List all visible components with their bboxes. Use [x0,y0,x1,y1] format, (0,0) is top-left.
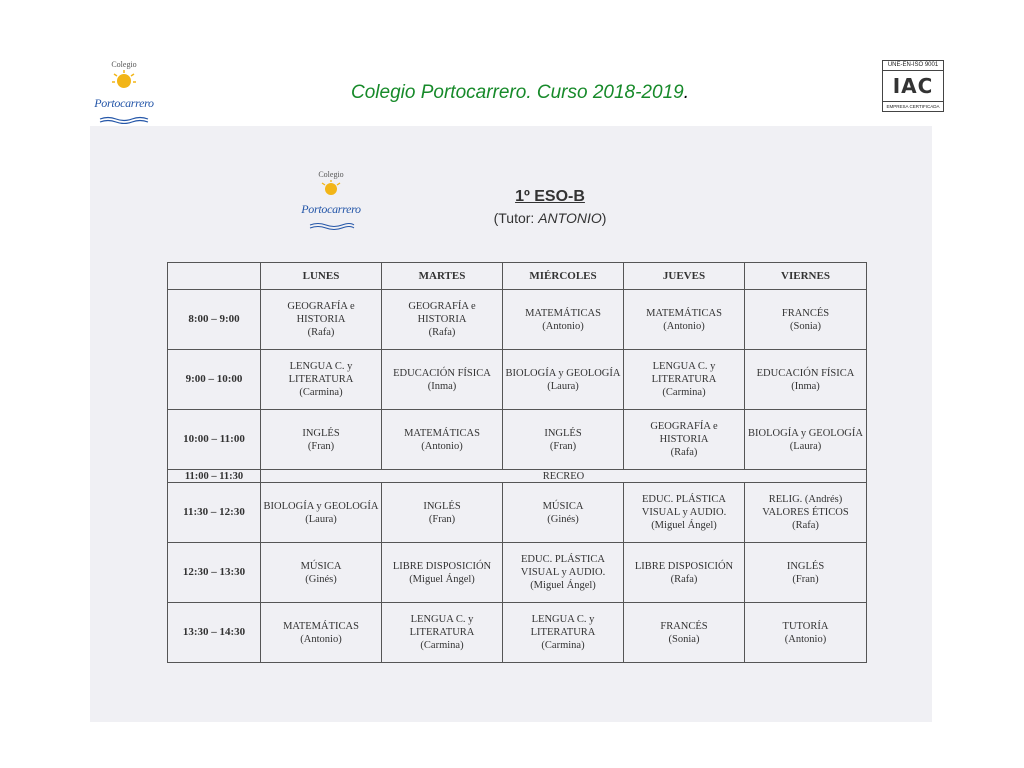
logo-word-portocarrero: Portocarrero [94,96,154,110]
doc-waves-icon [296,222,366,230]
teacher-name: (Laura) [789,440,822,452]
class-cell [624,410,745,470]
class-cell [745,290,867,350]
subject-name: FRANCÉS [660,620,708,632]
tutor-prefix: (Tutor: [493,210,539,226]
teacher-name: (Carmina) [541,640,585,651]
time-slot: 9:00 – 10:00 [168,350,261,410]
cert-caption: EMPRESA CERTIFICADA [883,101,943,111]
subject-name: EDUC. PLÁSTICA VISUAL y AUDIO. [520,554,606,578]
school-logo [92,60,156,118]
teacher-name: (Miguel Ángel) [651,520,717,531]
table-row [168,603,867,663]
teacher-name: (Rafa) [428,327,456,338]
class-cell [503,350,624,410]
class-cell [261,410,382,470]
class-cell [503,603,624,663]
time-slot: 11:30 – 12:30 [168,483,261,543]
subject-name: INGLÉS [302,427,340,439]
table-row [168,483,867,543]
subject-name: FRANCÉS [781,307,830,319]
teacher-name: (Antonio) [663,320,705,332]
day-header: JUEVES [624,263,745,290]
teacher-name: (Ginés) [547,513,579,525]
subject-name: MATEMÁTICAS [404,427,480,439]
table-row [168,290,867,350]
class-cell [382,543,503,603]
class-cell [624,483,745,543]
tutor-name: ANTONIO [538,210,602,226]
subject-name: GEOGRAFÍA e HISTORIA [650,421,718,445]
class-cell [261,483,382,543]
subject-name: RELIG. (Andrés) VALORES ÉTICOS [762,494,849,518]
teacher-name: (Rafa) [307,327,335,338]
subject-name: TUTORÍA [782,620,829,632]
teacher-name: (Inma) [791,380,820,392]
class-cell [503,410,624,470]
subject-name: LENGUA C. y LITERATURA [288,361,354,385]
subject-name: LIBRE DISPOSICIÓN [392,560,492,572]
doc-logo-word-portocarrero: Portocarrero [301,202,361,216]
subject-name: INGLÉS [423,500,461,512]
class-cell [745,543,867,603]
subject-name: INGLÉS [544,427,582,439]
teacher-name: (Fran) [549,440,577,452]
teacher-name: (Fran) [428,513,456,525]
class-cell [624,543,745,603]
time-slot: 13:30 – 14:30 [168,603,261,663]
time-slot: 10:00 – 11:00 [168,410,261,470]
teacher-name: (Antonio) [784,633,827,645]
class-cell [503,543,624,603]
class-cell [382,410,503,470]
table-row [168,410,867,470]
class-cell [261,603,382,663]
day-header: VIERNES [745,263,867,290]
timetable [167,262,867,663]
class-cell [745,603,867,663]
subject-name: INGLÉS [786,560,825,572]
class-cell [503,290,624,350]
subject-name: EDUC. PLÁSTICA VISUAL y AUDIO. [641,494,727,518]
teacher-name: (Rafa) [670,573,698,585]
subject-name: LENGUA C. y LITERATURA [530,614,596,638]
sun-icon [92,69,156,91]
doc-logo-word-colegio: Colegio [318,170,344,179]
day-header: MARTES [382,263,503,290]
logo-word-colegio: Colegio [111,60,137,69]
teacher-name: (Sonia) [790,320,821,332]
teacher-name: (Fran) [792,573,819,585]
class-cell [261,290,382,350]
subject-name: MATEMÁTICAS [283,620,359,632]
teacher-name: (Sonia) [668,633,700,645]
teacher-name: (Ginés) [305,573,337,585]
subject-name: GEOGRAFÍA e HISTORIA [408,301,476,325]
class-cell [503,483,624,543]
teacher-name: (Carmina) [299,387,343,398]
subject-name: MATEMÁTICAS [525,307,601,319]
page-title-period: . [683,82,689,103]
subject-name: GEOGRAFÍA e HISTORIA [287,301,355,325]
group-title: 1º ESO-B [515,188,585,205]
subject-name: BIOLOGÍA y GEOLOGÍA [505,367,621,379]
teacher-name: (Antonio) [421,440,463,452]
subject-name: LENGUA C. y LITERATURA [651,361,717,385]
page-title-text: Colegio Portocarrero. Curso 2018-2019 [351,82,684,103]
tutor-line [470,210,630,226]
teacher-name: (Carmina) [420,640,464,651]
day-header: MIÉRCOLES [503,263,624,290]
class-cell [624,603,745,663]
day-header: LUNES [261,263,382,290]
class-cell [261,543,382,603]
class-cell [382,483,503,543]
page-title [240,82,800,104]
table-row [168,350,867,410]
timetable-header-row [168,263,867,290]
doc-sun-icon [296,179,366,197]
time-slot: 12:30 – 13:30 [168,543,261,603]
waves-icon [92,116,156,124]
class-cell [624,290,745,350]
teacher-name: (Miguel Ángel) [530,580,596,591]
subject-name: LIBRE DISPOSICIÓN [634,560,734,572]
teacher-name: (Laura) [547,380,579,392]
recess-label: RECREO [261,470,867,483]
teacher-name: (Rafa) [670,447,698,458]
subject-name: MÚSICA [542,500,584,512]
class-cell [624,350,745,410]
cert-standard: UNE-EN-ISO 9001 [883,61,943,71]
class-cell [261,350,382,410]
recess-row [168,470,867,483]
subject-name: BIOLOGÍA y GEOLOGÍA [263,500,379,512]
teacher-name: (Antonio) [542,320,584,332]
teacher-name: (Fran) [307,440,335,452]
class-cell [745,350,867,410]
subject-name: EDUCACIÓN FÍSICA [393,367,491,379]
teacher-name: (Rafa) [792,520,819,531]
teacher-name: (Inma) [427,380,457,392]
tutor-suffix: ) [601,210,607,226]
subject-name: EDUCACIÓN FÍSICA [756,367,855,379]
document-school-logo [296,170,366,224]
subject-name: MÚSICA [300,560,342,572]
teacher-name: (Carmina) [662,387,706,398]
table-row [168,543,867,603]
teacher-name: (Miguel Ángel) [409,573,475,585]
recess-time: 11:00 – 11:30 [168,470,261,483]
class-cell [382,290,503,350]
subject-name: LENGUA C. y LITERATURA [409,614,475,638]
teacher-name: (Antonio) [300,633,342,645]
class-cell [745,483,867,543]
subject-name: MATEMÁTICAS [646,307,722,319]
teacher-name: (Laura) [305,513,337,525]
iso-certification-badge [882,60,944,112]
timetable-corner-cell [168,263,261,290]
subject-name: BIOLOGÍA y GEOLOGÍA [748,427,863,439]
class-cell [382,350,503,410]
class-cell [382,603,503,663]
cert-mark: IAC [892,74,934,98]
class-cell [745,410,867,470]
time-slot: 8:00 – 9:00 [168,290,261,350]
